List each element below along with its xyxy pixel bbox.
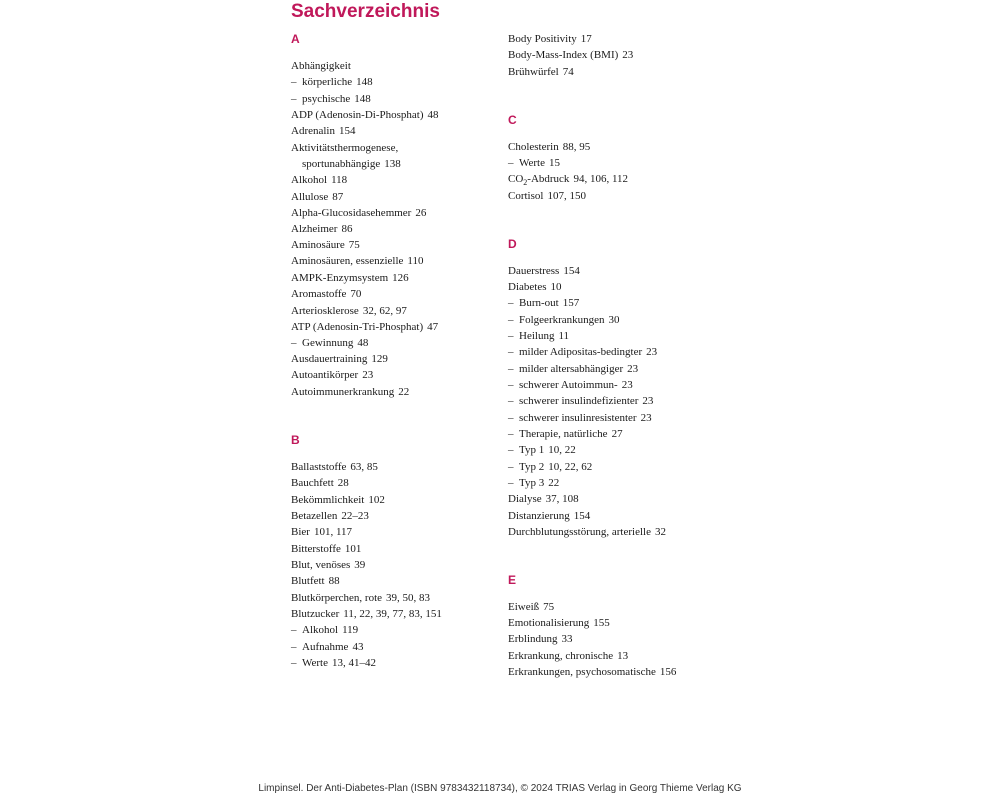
index-entry: Body Positivity 17 [508,33,592,45]
index-subentry: – Folgeerkrankungen 30 [508,314,620,326]
index-entry: Alpha-Glucosidasehemmer 26 [291,207,427,219]
index-entry: Dauerstress 154 [508,265,580,277]
index-subentry: – Typ 1 10, 22 [508,444,576,456]
index-entry: Cholesterin 88, 95 [508,141,591,153]
index-entry: Bier 101, 117 [291,526,353,538]
index-entry: Durchblutungsstörung, arterielle 32 [508,526,666,538]
index-subentry: – Werte 15 [508,157,560,169]
index-entry: Brühwürfel 74 [508,66,574,78]
index-column-left [291,0,501,780]
index-subentry: – Typ 3 22 [508,477,560,489]
index-subentry: – Alkohol 119 [291,624,359,636]
section-letter-e: E [508,573,517,587]
index-entry-continuation: sportunabhängige 138 [302,158,401,170]
section-letter-a: A [291,32,300,46]
index-entry: ADP (Adenosin-Di-Phosphat) 48 [291,109,439,121]
index-subentry: – Aufnahme 43 [291,641,364,653]
index-subentry: – Werte 13, 41–42 [291,657,376,669]
index-subentry: – schwerer Autoimmun- 23 [508,379,633,391]
index-entry: Bitterstoffe 101 [291,543,362,555]
index-subentry: – Typ 2 10, 22, 62 [508,461,593,473]
index-entry: Adrenalin 154 [291,125,356,137]
index-subentry: – schwerer insulindefizienter 23 [508,395,654,407]
index-entry: Bauchfett 28 [291,477,349,489]
index-subentry: – Therapie, natürliche 27 [508,428,623,440]
index-subentry: – Burn-out 157 [508,297,580,309]
index-entry: Allulose 87 [291,191,344,203]
index-entry: Aminosäuren, essenzielle 110 [291,255,424,267]
index-entry: Dialyse 37, 108 [508,493,579,505]
index-entry: Aminosäure 75 [291,239,360,251]
index-entry: ATP (Adenosin-Tri-Phosphat) 47 [291,321,439,333]
index-entry: Erkrankungen, psychosomatische 156 [508,666,677,678]
index-entry: Blutfett 88 [291,575,340,587]
index-entry: Bekömmlichkeit 102 [291,494,385,506]
index-entry: Erkrankung, chronische 13 [508,650,629,662]
index-entry: Alkohol 118 [291,174,348,186]
index-entry: Autoantikörper 23 [291,369,374,381]
index-column-right [508,0,718,780]
index-subentry: – milder altersabhängiger 23 [508,363,639,375]
index-entry: Blut, venöses 39 [291,559,366,571]
section-letter-c: C [508,113,517,127]
index-subentry: – schwerer insulinresistenter 23 [508,412,652,424]
index-entry: Ausdauertraining 129 [291,353,388,365]
index-entry: Eiweiß 75 [508,601,555,613]
index-entry: Arteriosklerose 32, 62, 97 [291,305,407,317]
index-entry: Ballaststoffe 63, 85 [291,461,378,473]
index-subentry: – milder Adipositas-bedingter 23 [508,346,658,358]
page-footer: Limpinsel. Der Anti-Diabetes-Plan (ISBN 9783432118734), © 2024 TRIAS Verlag in Georg Thieme Verlag KG [258,783,742,794]
index-subentry: – körperliche 148 [291,76,373,88]
index-entry: Alzheimer 86 [291,223,353,235]
index-entry: Emotionalisierung 155 [508,617,610,629]
index-entry: Body-Mass-Index (BMI) 23 [508,49,634,61]
index-subentry: – Gewinnung 48 [291,337,369,349]
index-entry: AMPK-Enzymsystem 126 [291,272,409,284]
page-title: Sachverzeichnis [291,1,440,22]
index-entry: Blutkörperchen, rote 39, 50, 83 [291,592,431,604]
index-entry: Betazellen 22–23 [291,510,369,522]
index-entry: Autoimmunerkrankung 22 [291,386,410,398]
index-entry: Erblindung 33 [508,633,573,645]
index-entry: Aktivitätsthermogenese, [291,142,399,154]
index-entry: Distanzierung 154 [508,510,591,522]
index-entry: Aromastoffe 70 [291,288,362,300]
index-entry: Cortisol 107, 150 [508,190,586,202]
index-entry: Diabetes 10 [508,281,562,293]
section-letter-d: D [508,237,517,251]
index-entry: $CO_2$-Abdruck 94, 106, 112 [508,173,629,188]
index-entry: Blutzucker 11, 22, 39, 77, 83, 151 [291,608,442,620]
section-letter-b: B [291,433,300,447]
index-subentry: – psychische 148 [291,93,371,105]
index-entry: Abhängigkeit [291,60,351,72]
index-subentry: – Heilung 11 [508,330,570,342]
